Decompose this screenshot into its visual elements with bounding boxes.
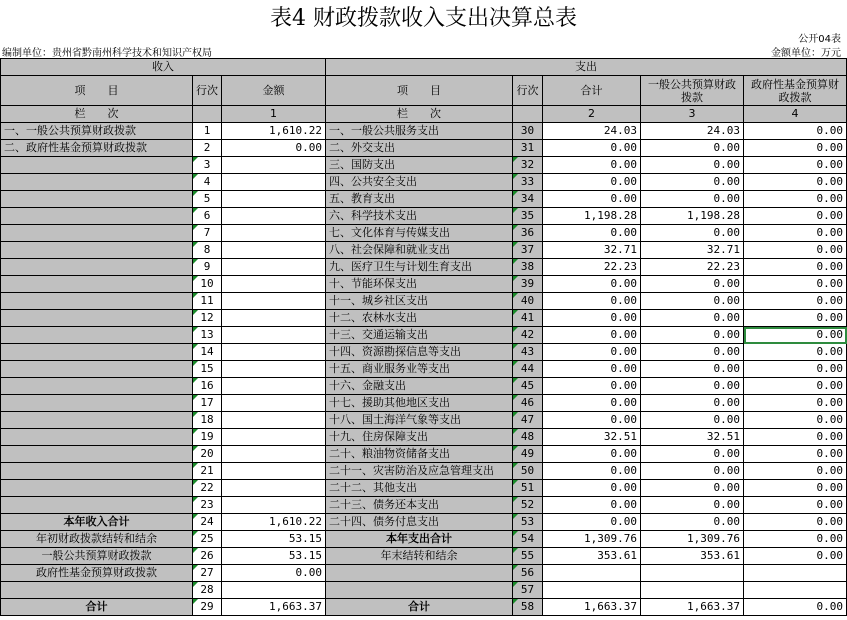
row-item-right[interactable]: 十一、城乡社区支出 <box>326 293 513 310</box>
row-general-budget[interactable]: 22.23 <box>641 259 744 276</box>
row-total[interactable]: 353.61 <box>543 548 641 565</box>
row-general-budget[interactable]: 1,198.28 <box>641 208 744 225</box>
row-amount[interactable] <box>222 208 326 225</box>
row-no-left[interactable]: 17 <box>193 395 222 412</box>
row-item-left[interactable] <box>1 480 193 497</box>
row-general-budget[interactable]: 32.71 <box>641 242 744 259</box>
row-gov-fund[interactable]: 0.00 <box>744 548 847 565</box>
row-general-budget[interactable]: 0.00 <box>641 446 744 463</box>
row-no-right[interactable]: 36 <box>513 225 543 242</box>
row-total[interactable]: 32.71 <box>543 242 641 259</box>
row-general-budget[interactable]: 0.00 <box>641 344 744 361</box>
row-item-right[interactable]: 八、社会保障和就业支出 <box>326 242 513 259</box>
table-row <box>1 191 847 208</box>
row-no-left[interactable]: 10 <box>193 276 222 293</box>
row-item-right[interactable]: 二十一、灾害防治及应急管理支出 <box>326 463 513 480</box>
row-gov-fund[interactable]: 0.00 <box>744 378 847 395</box>
header-col3: 3 <box>641 106 744 123</box>
row-total[interactable]: 0.00 <box>543 310 641 327</box>
header-lanci-left: 栏 次 <box>1 106 193 123</box>
header-col1: 1 <box>222 106 326 123</box>
row-general-budget[interactable] <box>641 582 744 599</box>
row-total[interactable]: 0.00 <box>543 327 641 344</box>
row-no-right[interactable]: 30 <box>513 123 543 140</box>
row-no-left[interactable]: 26 <box>193 548 222 565</box>
row-item-left[interactable]: 合计 <box>1 599 193 616</box>
row-amount[interactable]: 1,610.22 <box>222 514 326 531</box>
row-no-left[interactable]: 4 <box>193 174 222 191</box>
table-row <box>1 497 847 514</box>
row-total[interactable] <box>543 565 641 582</box>
row-item-left[interactable]: 政府性基金预算财政拨款 <box>1 565 193 582</box>
row-gov-fund[interactable]: 0.00 <box>744 429 847 446</box>
table-row <box>1 514 847 531</box>
org-label: 编制单位：贵州省黔南州科学技术和知识产权局 <box>2 48 212 59</box>
header-rowno-right: 行次 <box>513 76 543 106</box>
table-row <box>1 225 847 242</box>
row-no-right[interactable]: 52 <box>513 497 543 514</box>
table-row <box>1 395 847 412</box>
header-blank-left <box>193 106 222 123</box>
row-no-right[interactable]: 40 <box>513 293 543 310</box>
row-amount[interactable] <box>222 174 326 191</box>
row-amount[interactable] <box>222 191 326 208</box>
row-item-right[interactable] <box>326 582 513 599</box>
header-expense: 支出 <box>326 59 847 76</box>
row-item-right[interactable]: 十二、农林水支出 <box>326 310 513 327</box>
row-total[interactable]: 0.00 <box>543 191 641 208</box>
row-no-right[interactable]: 43 <box>513 344 543 361</box>
table-row <box>1 480 847 497</box>
budget-table <box>0 58 847 616</box>
row-item-left[interactable] <box>1 327 193 344</box>
row-item-left[interactable] <box>1 497 193 514</box>
row-no-left[interactable]: 7 <box>193 225 222 242</box>
table-row <box>1 123 847 140</box>
row-general-budget[interactable]: 0.00 <box>641 276 744 293</box>
row-total[interactable]: 0.00 <box>543 446 641 463</box>
header-item-right: 项 目 <box>326 76 513 106</box>
table-row <box>1 344 847 361</box>
row-item-left[interactable] <box>1 395 193 412</box>
row-item-left[interactable] <box>1 361 193 378</box>
row-no-right[interactable]: 45 <box>513 378 543 395</box>
table-row <box>1 140 847 157</box>
row-amount[interactable] <box>222 344 326 361</box>
row-general-budget[interactable]: 0.00 <box>641 310 744 327</box>
row-no-right[interactable]: 31 <box>513 140 543 157</box>
row-item-right[interactable]: 合计 <box>326 599 513 616</box>
header-general-budget: 一般公共预算财政拨款 <box>641 76 744 106</box>
row-general-budget[interactable]: 1,309.76 <box>641 531 744 548</box>
row-amount[interactable] <box>222 378 326 395</box>
header-income: 收入 <box>1 59 326 76</box>
row-gov-fund[interactable]: 0.00 <box>744 361 847 378</box>
row-no-left[interactable]: 6 <box>193 208 222 225</box>
row-gov-fund[interactable]: 0.00 <box>744 140 847 157</box>
table-row <box>1 259 847 276</box>
row-no-left[interactable]: 1 <box>193 123 222 140</box>
row-item-right[interactable]: 七、文化体育与传媒支出 <box>326 225 513 242</box>
row-general-budget[interactable]: 0.00 <box>641 480 744 497</box>
row-total[interactable]: 0.00 <box>543 276 641 293</box>
row-general-budget[interactable]: 0.00 <box>641 174 744 191</box>
table-row <box>1 531 847 548</box>
row-item-left[interactable] <box>1 412 193 429</box>
row-general-budget[interactable]: 0.00 <box>641 514 744 531</box>
row-item-left[interactable] <box>1 463 193 480</box>
row-no-right[interactable]: 35 <box>513 208 543 225</box>
row-item-left[interactable]: 二、政府性基金预算财政拨款 <box>1 140 193 157</box>
row-no-right[interactable]: 53 <box>513 514 543 531</box>
row-item-left[interactable] <box>1 582 193 599</box>
row-no-left[interactable]: 11 <box>193 293 222 310</box>
row-amount[interactable] <box>222 157 326 174</box>
row-no-right[interactable]: 50 <box>513 463 543 480</box>
row-no-left[interactable]: 22 <box>193 480 222 497</box>
row-item-right[interactable]: 六、科学技术支出 <box>326 208 513 225</box>
row-amount[interactable] <box>222 463 326 480</box>
row-item-right[interactable]: 一、一般公共服务支出 <box>326 123 513 140</box>
row-item-right[interactable]: 年末结转和结余 <box>326 548 513 565</box>
row-general-budget[interactable]: 0.00 <box>641 191 744 208</box>
row-no-right[interactable]: 39 <box>513 276 543 293</box>
row-no-right[interactable]: 46 <box>513 395 543 412</box>
row-amount[interactable] <box>222 242 326 259</box>
table-row <box>1 446 847 463</box>
row-no-right[interactable]: 48 <box>513 429 543 446</box>
unit-label: 金额单位：万元 <box>771 48 841 59</box>
row-item-left[interactable] <box>1 174 193 191</box>
row-item-left[interactable] <box>1 191 193 208</box>
row-amount[interactable]: 0.00 <box>222 140 326 157</box>
row-gov-fund[interactable]: 0.00 <box>744 157 847 174</box>
row-amount[interactable] <box>222 310 326 327</box>
row-amount[interactable] <box>222 412 326 429</box>
row-gov-fund[interactable]: 0.00 <box>744 208 847 225</box>
row-gov-fund[interactable]: 0.00 <box>744 531 847 548</box>
row-general-budget[interactable]: 1,663.37 <box>641 599 744 616</box>
row-no-right[interactable]: 38 <box>513 259 543 276</box>
table-row <box>1 548 847 565</box>
row-item-left[interactable]: 一般公共预算财政拨款 <box>1 548 193 565</box>
row-total[interactable]: 0.00 <box>543 514 641 531</box>
row-gov-fund[interactable]: 0.00 <box>744 480 847 497</box>
row-item-right[interactable]: 五、教育支出 <box>326 191 513 208</box>
row-total[interactable]: 32.51 <box>543 429 641 446</box>
table-row <box>1 429 847 446</box>
row-item-right[interactable]: 四、公共安全支出 <box>326 174 513 191</box>
row-no-left[interactable]: 24 <box>193 514 222 531</box>
row-no-left[interactable]: 5 <box>193 191 222 208</box>
row-gov-fund[interactable]: 0.00 <box>744 344 847 361</box>
row-total[interactable]: 0.00 <box>543 480 641 497</box>
header-gov-fund: 政府性基金预算财政拨款 <box>744 76 847 106</box>
header-col2: 2 <box>543 106 641 123</box>
row-general-budget[interactable]: 0.00 <box>641 497 744 514</box>
row-item-left[interactable]: 一、一般公共预算财政拨款 <box>1 123 193 140</box>
row-no-right[interactable]: 58 <box>513 599 543 616</box>
header-lanci-right: 栏 次 <box>326 106 513 123</box>
row-general-budget[interactable]: 0.00 <box>641 140 744 157</box>
row-item-right[interactable]: 十七、援助其他地区支出 <box>326 395 513 412</box>
row-total[interactable]: 0.00 <box>543 293 641 310</box>
row-item-left[interactable] <box>1 310 193 327</box>
row-no-right[interactable]: 54 <box>513 531 543 548</box>
row-item-left[interactable] <box>1 378 193 395</box>
row-no-right[interactable]: 57 <box>513 582 543 599</box>
row-gov-fund[interactable]: 0.00 <box>744 514 847 531</box>
row-no-right[interactable]: 33 <box>513 174 543 191</box>
row-no-left[interactable]: 21 <box>193 463 222 480</box>
row-item-right[interactable]: 十三、交通运输支出 <box>326 327 513 344</box>
row-no-left[interactable]: 9 <box>193 259 222 276</box>
row-gov-fund[interactable] <box>744 565 847 582</box>
row-no-right[interactable]: 32 <box>513 157 543 174</box>
row-no-left[interactable]: 12 <box>193 310 222 327</box>
row-item-right[interactable]: 十五、商业服务业等支出 <box>326 361 513 378</box>
row-no-left[interactable]: 2 <box>193 140 222 157</box>
row-amount[interactable] <box>222 327 326 344</box>
row-no-left[interactable]: 13 <box>193 327 222 344</box>
row-no-right[interactable]: 34 <box>513 191 543 208</box>
table-row <box>1 582 847 599</box>
table-row <box>1 361 847 378</box>
row-item-right[interactable]: 十八、国土海洋气象等支出 <box>326 412 513 429</box>
header-amount: 金额 <box>222 76 326 106</box>
row-total[interactable]: 0.00 <box>543 344 641 361</box>
row-amount[interactable]: 1,610.22 <box>222 123 326 140</box>
row-amount[interactable] <box>222 429 326 446</box>
row-general-budget[interactable]: 0.00 <box>641 327 744 344</box>
row-no-right[interactable]: 56 <box>513 565 543 582</box>
row-amount[interactable] <box>222 276 326 293</box>
table-row <box>1 276 847 293</box>
row-total[interactable]: 24.03 <box>543 123 641 140</box>
row-no-left[interactable]: 18 <box>193 412 222 429</box>
row-item-right[interactable]: 二十三、债务还本支出 <box>326 497 513 514</box>
row-total[interactable]: 1,663.37 <box>543 599 641 616</box>
row-item-right[interactable]: 二十、粮油物资储备支出 <box>326 446 513 463</box>
table-row <box>1 463 847 480</box>
row-no-left[interactable]: 14 <box>193 344 222 361</box>
row-no-right[interactable]: 42 <box>513 327 543 344</box>
row-total[interactable]: 0.00 <box>543 157 641 174</box>
row-amount[interactable]: 1,663.37 <box>222 599 326 616</box>
row-general-budget[interactable]: 0.00 <box>641 157 744 174</box>
row-item-left[interactable] <box>1 293 193 310</box>
row-total[interactable]: 22.23 <box>543 259 641 276</box>
header-item-left: 项 目 <box>1 76 193 106</box>
row-item-left[interactable] <box>1 242 193 259</box>
row-general-budget[interactable]: 0.00 <box>641 463 744 480</box>
table-row <box>1 327 847 344</box>
table-row <box>1 599 847 616</box>
row-general-budget[interactable]: 0.00 <box>641 395 744 412</box>
row-no-left[interactable]: 8 <box>193 242 222 259</box>
row-no-left[interactable]: 27 <box>193 565 222 582</box>
row-amount[interactable]: 53.15 <box>222 548 326 565</box>
row-gov-fund[interactable]: 0.00 <box>744 463 847 480</box>
row-gov-fund[interactable]: 0.00 <box>744 293 847 310</box>
row-gov-fund[interactable]: 0.00 <box>744 310 847 327</box>
form-number: 公开04表 <box>798 34 841 45</box>
row-amount[interactable] <box>222 446 326 463</box>
row-gov-fund[interactable]: 0.00 <box>744 395 847 412</box>
table-row <box>1 293 847 310</box>
row-total[interactable]: 0.00 <box>543 412 641 429</box>
row-no-right[interactable]: 55 <box>513 548 543 565</box>
row-total[interactable]: 1,198.28 <box>543 208 641 225</box>
row-general-budget[interactable]: 0.00 <box>641 293 744 310</box>
table-row <box>1 242 847 259</box>
row-total[interactable]: 0.00 <box>543 463 641 480</box>
row-gov-fund[interactable]: 0.00 <box>744 599 847 616</box>
row-amount[interactable] <box>222 497 326 514</box>
table-row <box>1 412 847 429</box>
row-item-right[interactable]: 三、国防支出 <box>326 157 513 174</box>
row-item-right[interactable]: 二十四、债务付息支出 <box>326 514 513 531</box>
row-item-left[interactable] <box>1 225 193 242</box>
row-item-left[interactable]: 年初财政拨款结转和结余 <box>1 531 193 548</box>
row-gov-fund[interactable]: 0.00 <box>744 242 847 259</box>
page-title: 表4 财政拨款收入支出决算总表 <box>270 6 577 31</box>
row-general-budget[interactable]: 0.00 <box>641 412 744 429</box>
row-item-right[interactable]: 十六、金融支出 <box>326 378 513 395</box>
row-total[interactable]: 0.00 <box>543 395 641 412</box>
row-total[interactable]: 0.00 <box>543 378 641 395</box>
row-amount[interactable] <box>222 293 326 310</box>
row-no-left[interactable]: 25 <box>193 531 222 548</box>
row-total[interactable]: 0.00 <box>543 225 641 242</box>
row-amount[interactable] <box>222 582 326 599</box>
row-total[interactable]: 0.00 <box>543 497 641 514</box>
row-amount[interactable]: 0.00 <box>222 565 326 582</box>
row-gov-fund[interactable]: 0.00 <box>744 276 847 293</box>
row-item-left[interactable]: 本年收入合计 <box>1 514 193 531</box>
header-blank-right <box>513 106 543 123</box>
row-no-right[interactable]: 49 <box>513 446 543 463</box>
table-row <box>1 157 847 174</box>
row-item-right[interactable]: 十四、资源勘探信息等支出 <box>326 344 513 361</box>
row-general-budget[interactable]: 32.51 <box>641 429 744 446</box>
row-gov-fund[interactable]: 0.00 <box>744 174 847 191</box>
row-amount[interactable] <box>222 259 326 276</box>
row-gov-fund[interactable]: 0.00 <box>744 259 847 276</box>
row-item-left[interactable] <box>1 446 193 463</box>
row-amount[interactable]: 53.15 <box>222 531 326 548</box>
row-item-left[interactable] <box>1 276 193 293</box>
header-total: 合计 <box>543 76 641 106</box>
table-row <box>1 174 847 191</box>
table-row <box>1 208 847 225</box>
row-amount[interactable] <box>222 225 326 242</box>
row-item-left[interactable] <box>1 429 193 446</box>
row-item-right[interactable]: 本年支出合计 <box>326 531 513 548</box>
row-no-left[interactable]: 29 <box>193 599 222 616</box>
row-item-left[interactable] <box>1 157 193 174</box>
row-amount[interactable] <box>222 480 326 497</box>
row-total[interactable]: 0.00 <box>543 361 641 378</box>
row-no-left[interactable]: 20 <box>193 446 222 463</box>
row-gov-fund[interactable]: 0.00 <box>744 225 847 242</box>
row-general-budget[interactable]: 353.61 <box>641 548 744 565</box>
row-item-right[interactable]: 十、节能环保支出 <box>326 276 513 293</box>
row-item-right[interactable]: 二十二、其他支出 <box>326 480 513 497</box>
row-amount[interactable] <box>222 361 326 378</box>
row-no-right[interactable]: 41 <box>513 310 543 327</box>
row-total[interactable]: 0.00 <box>543 174 641 191</box>
header-rowno-left: 行次 <box>193 76 222 106</box>
row-gov-fund[interactable]: 0.00 <box>744 497 847 514</box>
row-no-right[interactable]: 37 <box>513 242 543 259</box>
row-gov-fund[interactable]: 0.00 <box>744 446 847 463</box>
row-no-right[interactable]: 47 <box>513 412 543 429</box>
row-gov-fund[interactable]: 0.00 <box>744 123 847 140</box>
row-item-left[interactable] <box>1 208 193 225</box>
row-no-left[interactable]: 16 <box>193 378 222 395</box>
row-item-right[interactable] <box>326 565 513 582</box>
row-amount[interactable] <box>222 395 326 412</box>
row-gov-fund[interactable]: 0.00 <box>744 191 847 208</box>
row-no-left[interactable]: 28 <box>193 582 222 599</box>
row-no-right[interactable]: 51 <box>513 480 543 497</box>
row-total[interactable]: 0.00 <box>543 140 641 157</box>
table-row <box>1 565 847 582</box>
row-no-right[interactable]: 44 <box>513 361 543 378</box>
row-item-right[interactable]: 九、医疗卫生与计划生育支出 <box>326 259 513 276</box>
row-total[interactable]: 1,309.76 <box>543 531 641 548</box>
row-general-budget[interactable]: 24.03 <box>641 123 744 140</box>
row-general-budget[interactable]: 0.00 <box>641 225 744 242</box>
row-no-left[interactable]: 3 <box>193 157 222 174</box>
row-item-right[interactable]: 二、外交支出 <box>326 140 513 157</box>
row-gov-fund[interactable]: 0.00 <box>744 412 847 429</box>
row-no-left[interactable]: 19 <box>193 429 222 446</box>
row-no-left[interactable]: 23 <box>193 497 222 514</box>
row-gov-fund[interactable] <box>744 582 847 599</box>
row-general-budget[interactable]: 0.00 <box>641 361 744 378</box>
row-gov-fund[interactable]: 0.00 <box>744 327 847 344</box>
row-total[interactable] <box>543 582 641 599</box>
table-row <box>1 378 847 395</box>
header-col4: 4 <box>744 106 847 123</box>
row-no-left[interactable]: 15 <box>193 361 222 378</box>
row-item-left[interactable] <box>1 259 193 276</box>
row-general-budget[interactable]: 0.00 <box>641 378 744 395</box>
row-item-right[interactable]: 十九、住房保障支出 <box>326 429 513 446</box>
table-row <box>1 310 847 327</box>
row-general-budget[interactable] <box>641 565 744 582</box>
row-item-left[interactable] <box>1 344 193 361</box>
